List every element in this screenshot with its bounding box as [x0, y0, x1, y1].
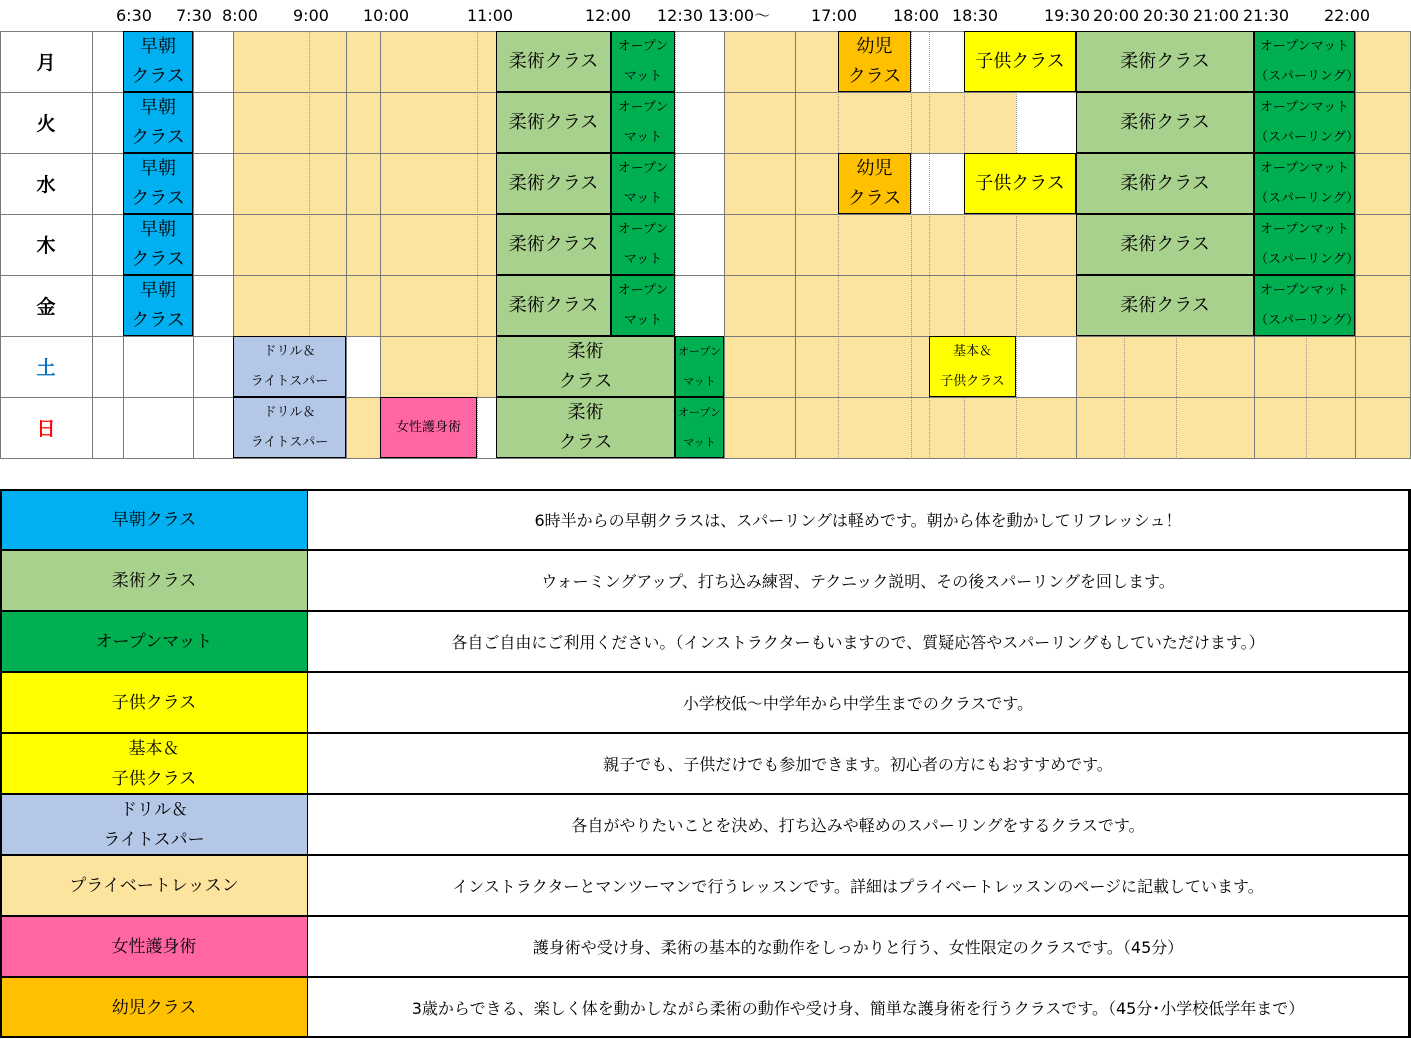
- grid-line: [380, 31, 381, 459]
- class-block-openmat-spar: オープンマット （スパーリング）: [1254, 92, 1355, 153]
- time-header: 13:00〜: [708, 6, 771, 25]
- class-block-openmat: オープン マット: [611, 31, 675, 92]
- class-block-jiujitsu: 柔術クラス: [1076, 153, 1254, 214]
- class-block-openmat: オープン マット: [611, 92, 675, 153]
- class-block-drill: ドリル＆ ライトスパー: [233, 397, 346, 458]
- grid-line: [1016, 31, 1017, 459]
- class-block-openmat: オープン マット: [675, 397, 724, 458]
- empty-cell: [193, 31, 233, 92]
- legend-class-description: インストラクターとマンツーマンで行うレッスンです。詳細はプライベートレッスンのページに記載しています。: [308, 855, 1409, 916]
- day-label: 金: [36, 296, 56, 318]
- time-header: 10:00: [363, 6, 410, 25]
- day-label: 土: [36, 357, 56, 379]
- day-label: 月: [36, 52, 56, 74]
- time-header: 7:30: [176, 6, 212, 25]
- legend-class-name: 基本＆ 子供クラス: [0, 733, 308, 794]
- legend-class-description: 6時半からの早朝クラスは、スパーリングは軽めです。朝から体を動かしてリフレッシュ！: [308, 489, 1409, 550]
- class-block-jiujitsu: 柔術クラス: [496, 31, 611, 92]
- class-block-openmat-spar: オープンマット （スパーリング）: [1254, 275, 1355, 336]
- class-block-jiujitsu: 柔術クラス: [1076, 31, 1254, 92]
- weekly-schedule: [0, 0, 1411, 460]
- class-block-kids: 子供クラス: [964, 31, 1076, 92]
- empty-cell: [477, 397, 496, 458]
- empty-cell: [911, 31, 964, 92]
- empty-cell: [675, 275, 724, 336]
- day-label: 日: [36, 418, 56, 440]
- class-block-jiujitsu: 柔術クラス: [496, 153, 611, 214]
- empty-cell: [675, 214, 724, 275]
- time-header: 12:00: [585, 6, 632, 25]
- empty-cell: [193, 214, 233, 275]
- class-block-openmat: オープン マット: [611, 275, 675, 336]
- day-label: 木: [36, 235, 56, 257]
- empty-cell: [193, 92, 233, 153]
- legend-row: [0, 672, 1411, 733]
- legend-class-name: 幼児クラス: [0, 977, 308, 1038]
- legend-row: [0, 611, 1411, 672]
- empty-cell: [92, 275, 123, 336]
- class-block-openmat-spar: オープンマット （スパーリング）: [1254, 214, 1355, 275]
- legend-class-name: オープンマット: [0, 611, 308, 672]
- legend-row: [0, 794, 1411, 855]
- class-block-jiujitsu: 柔術クラス: [496, 92, 611, 153]
- grid-line: [1355, 31, 1356, 459]
- legend-row: [0, 733, 1411, 794]
- empty-cell: [92, 31, 123, 92]
- time-header: 18:00: [893, 6, 940, 25]
- legend-class-description: 小学校低～中学年から中学生までのクラスです。: [308, 672, 1409, 733]
- grid-line: [795, 31, 796, 459]
- legend-class-name: 柔術クラス: [0, 550, 308, 611]
- grid-line: [193, 31, 194, 459]
- class-block-jiujitsu: 柔術クラス: [496, 275, 611, 336]
- time-header: 8:00: [222, 6, 258, 25]
- legend-class-description: 3歳からできる、楽しく体を動かしながら柔術の動作や受け身、簡単な護身術を行うクラスです。（45分･小学校低学年まで）: [308, 977, 1409, 1038]
- legend-class-description: 親子でも、子供だけでも参加できます。初心者の方にもおすすめです。: [308, 733, 1409, 794]
- time-header: 19:30: [1044, 6, 1091, 25]
- empty-cell: [92, 397, 123, 458]
- empty-cell: [675, 92, 724, 153]
- class-block-jiujitsu-2line: 柔術 クラス: [496, 336, 675, 397]
- class-block-early: 早朝 クラス: [123, 153, 193, 214]
- legend-class-name: 女性護身術: [0, 916, 308, 977]
- class-block-jiujitsu: 柔術クラス: [496, 214, 611, 275]
- empty-cell: [193, 275, 233, 336]
- class-block-openmat: オープン マット: [675, 336, 724, 397]
- day-label: 水: [36, 174, 56, 196]
- empty-cell: [193, 336, 233, 397]
- grid-line: [838, 31, 839, 459]
- legend-class-description: 各自ご自由にご利用ください。（インストラクターもいますので、質疑応答やスパーリングもしていただけます。）: [308, 611, 1409, 672]
- empty-cell: [675, 31, 724, 92]
- class-block-openmat-spar: オープンマット （スパーリング）: [1254, 153, 1355, 214]
- legend-row: [0, 489, 1411, 550]
- empty-cell: [1016, 336, 1076, 397]
- class-block-early: 早朝 クラス: [123, 31, 193, 92]
- class-block-toddler: 幼児 クラス: [838, 153, 911, 214]
- class-block-openmat: オープン マット: [611, 214, 675, 275]
- legend-class-description: ウォーミングアップ、打ち込み練習、テクニック説明、その後スパーリングを回します。: [308, 550, 1409, 611]
- class-block-toddler: 幼児 クラス: [838, 31, 911, 92]
- grid-line: [92, 31, 93, 459]
- class-block-early: 早朝 クラス: [123, 275, 193, 336]
- legend-class-name: プライベートレッスン: [0, 855, 308, 916]
- time-header: 6:30: [116, 6, 152, 25]
- legend-row: [0, 916, 1411, 977]
- class-block-kids: 子供クラス: [964, 153, 1076, 214]
- legend-class-description: 各自がやりたいことを決め、打ち込みや軽めのスパーリングをするクラスです。: [308, 794, 1409, 855]
- grid-line: [346, 31, 347, 459]
- time-header: 17:00: [811, 6, 858, 25]
- legend-class-name: ドリル＆ ライトスパー: [0, 794, 308, 855]
- empty-cell: [675, 153, 724, 214]
- grid-line: [0, 458, 1411, 459]
- class-block-basic-kids: 基本＆ 子供クラス: [929, 336, 1016, 397]
- empty-cell: [193, 397, 233, 458]
- time-header: 21:00: [1193, 6, 1240, 25]
- empty-cell: [911, 153, 964, 214]
- legend-class-description: 護身術や受け身、柔術の基本的な動作をしっかりと行う、女性限定のクラスです。（45分）: [308, 916, 1409, 977]
- empty-cell: [193, 153, 233, 214]
- private-lesson-cell: [233, 336, 1410, 397]
- empty-cell: [92, 214, 123, 275]
- time-header: 20:30: [1143, 6, 1190, 25]
- class-block-jiujitsu: 柔術クラス: [1076, 214, 1254, 275]
- empty-cell: [92, 336, 123, 397]
- legend-row: [0, 855, 1411, 916]
- empty-cell: [346, 336, 380, 397]
- legend-row: [0, 977, 1411, 1038]
- time-header: 22:00: [1324, 6, 1371, 25]
- time-header: 9:00: [293, 6, 329, 25]
- grid-line: [911, 31, 912, 459]
- time-header: 11:00: [467, 6, 514, 25]
- empty-cell: [92, 153, 123, 214]
- class-block-early: 早朝 クラス: [123, 92, 193, 153]
- class-block-openmat: オープン マット: [611, 153, 675, 214]
- class-block-women: 女性護身術: [380, 397, 477, 458]
- empty-cell: [92, 92, 123, 153]
- class-block-jiujitsu: 柔術クラス: [1076, 92, 1254, 153]
- class-block-jiujitsu-2line: 柔術 クラス: [496, 397, 675, 458]
- time-header: 20:00: [1093, 6, 1140, 25]
- grid-line: [724, 31, 725, 459]
- class-block-drill: ドリル＆ ライトスパー: [233, 336, 346, 397]
- legend-row: [0, 550, 1411, 611]
- time-header: 21:30: [1243, 6, 1290, 25]
- day-label: 火: [36, 113, 56, 135]
- class-block-openmat-spar: オープンマット （スパーリング）: [1254, 31, 1355, 92]
- legend-class-name: 早朝クラス: [0, 489, 308, 550]
- grid-line: [477, 31, 478, 459]
- class-block-jiujitsu: 柔術クラス: [1076, 275, 1254, 336]
- empty-cell: [1016, 92, 1076, 153]
- time-header: 12:30: [657, 6, 704, 25]
- time-header: 18:30: [952, 6, 999, 25]
- legend-class-name: 子供クラス: [0, 672, 308, 733]
- class-block-early: 早朝 クラス: [123, 214, 193, 275]
